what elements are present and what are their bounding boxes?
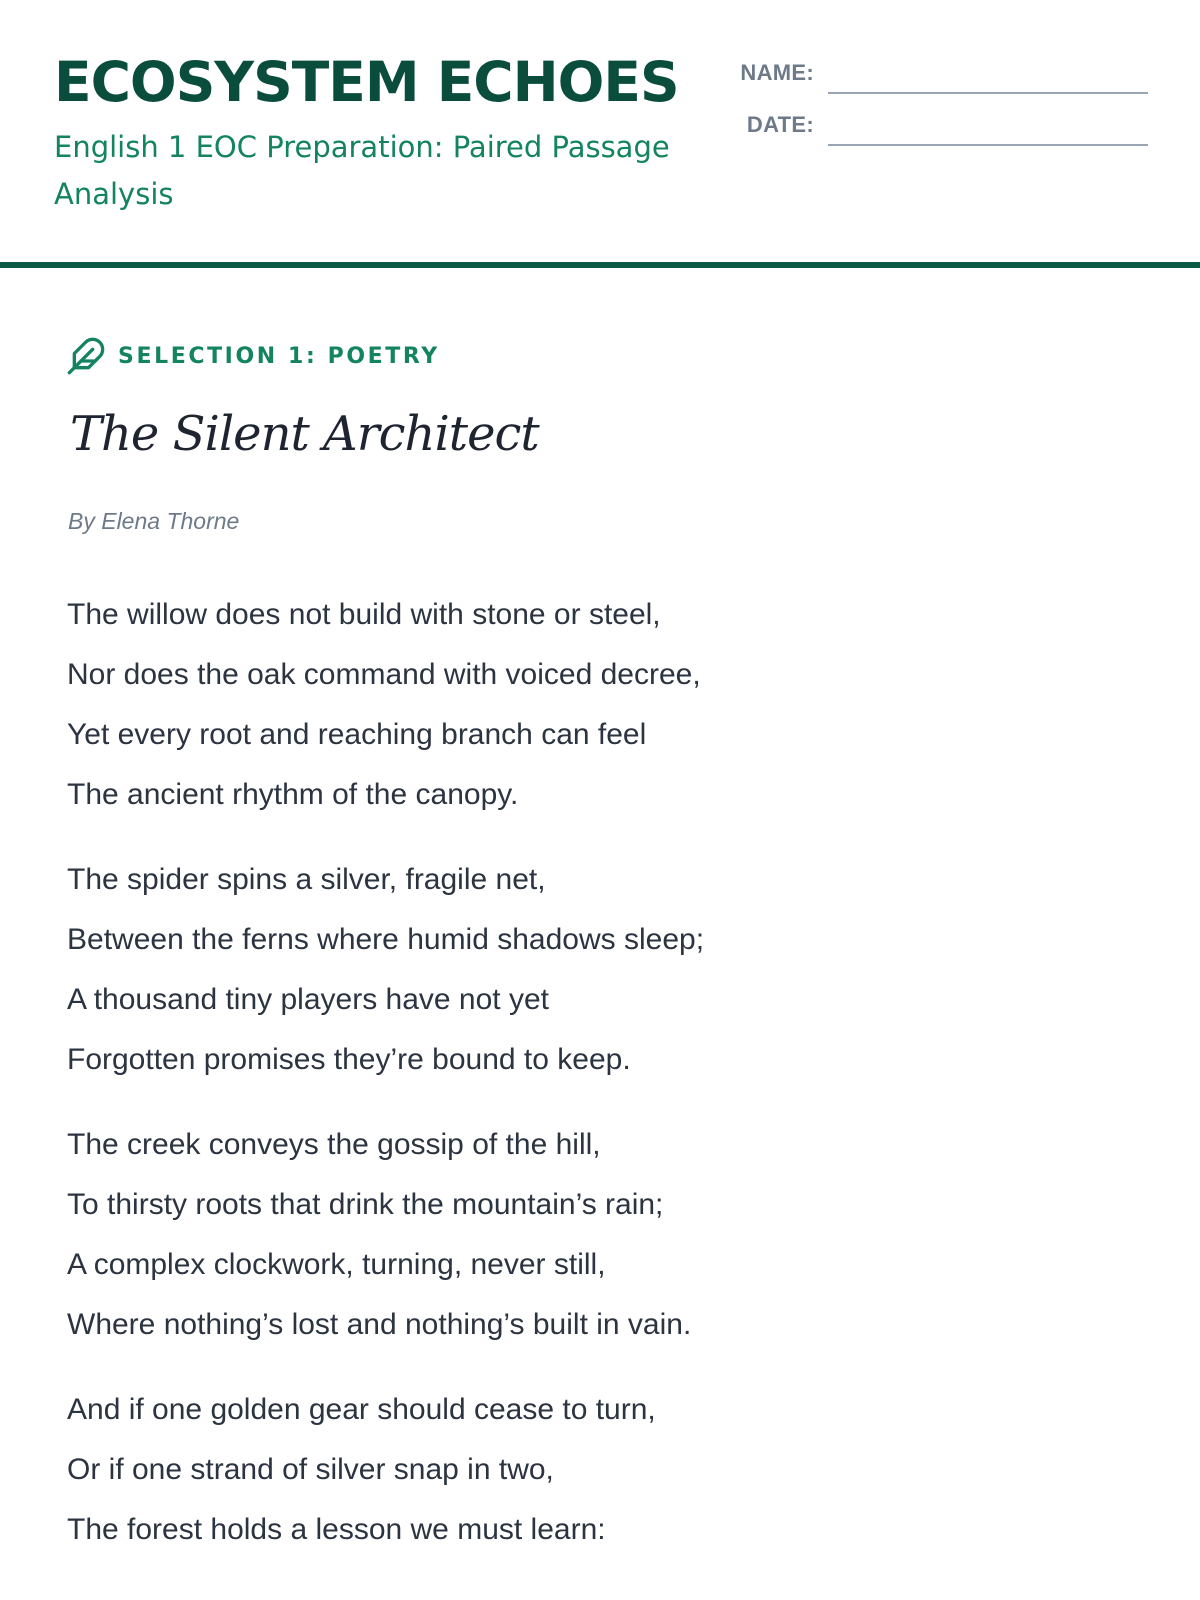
stanza [67, 585, 1167, 825]
poem-line: A thousand tiny players have not yet [67, 983, 549, 1016]
poem-line: A complex clockwork, turning, never still, [67, 1248, 606, 1281]
poem-line: Forgotten promises they’re bound to keep. [67, 1043, 631, 1076]
name-field [700, 56, 1148, 96]
poem-line: The creek conveys the gossip of the hill, [67, 1128, 601, 1161]
date-blank-line[interactable] [828, 144, 1148, 146]
stanza [67, 850, 1167, 1090]
poem-line: Yet every root and reaching branch can feel [67, 718, 647, 751]
date-label: DATE: [746, 112, 814, 137]
feather-icon [66, 336, 106, 376]
worksheet-header [0, 0, 1200, 268]
stanza [67, 1380, 1167, 1560]
poem-line: Between the ferns where humid shadows sleep; [67, 923, 705, 956]
poem-line: To thirsty roots that drink the mountain’s rain; [67, 1188, 664, 1221]
selection-label: SELECTION 1: POETRY [118, 343, 440, 369]
poem-line: Where nothing’s lost and nothing’s built in vain. [67, 1308, 692, 1341]
poem-line: The forest holds a lesson we must learn: [67, 1513, 606, 1546]
worksheet-title: ECOSYSTEM ECHOES [54, 50, 679, 114]
poem-line: The spider spins a silver, fragile net, [67, 863, 546, 896]
name-label: NAME: [740, 60, 814, 85]
poem-byline: By Elena Thorne [68, 508, 240, 534]
poem-line: Or if one strand of silver snap in two, [67, 1453, 554, 1486]
date-field [700, 108, 1148, 148]
worksheet-subtitle: English 1 EOC Preparation: Paired Passage Analysis [54, 130, 670, 211]
poem-line: The ancient rhythm of the canopy. [67, 778, 519, 811]
selection-tag [66, 338, 440, 374]
poem-line: The willow does not build with stone or steel, [67, 598, 661, 631]
poem-line: And if one golden gear should cease to turn, [67, 1393, 656, 1426]
poem-title: The Silent Architect [70, 406, 539, 462]
poem-line: Nor does the oak command with voiced decree, [67, 658, 701, 691]
stanza [67, 1115, 1167, 1355]
poem-body [67, 600, 1167, 1600]
name-blank-line[interactable] [828, 92, 1148, 94]
